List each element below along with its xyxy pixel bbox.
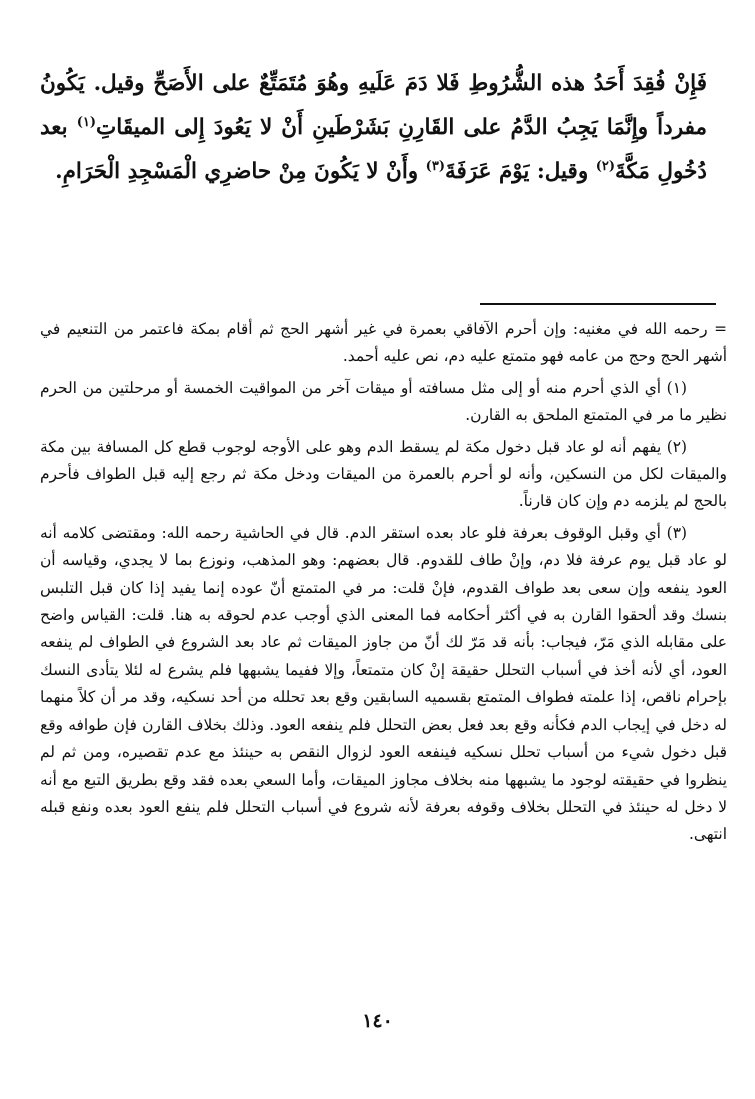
main-text	[40, 62, 707, 194]
main-text-part-1: فَإِنْ فُقِدَ أَحَدُ هذه الشُّرُوطِ فَلا دَمَ عَلَيهِ وهُوَ مُتَمَتِّعٌ على الأَصَحِّ وقيل. يَكُونُ مفرداً وإِنَّمَا يَجِبُ الدَّمُ على القَارِنِ بَشَرْطَينِ أَنْ لا يَعُودَ إِلى الميقَاتِ	[40, 71, 707, 140]
main-text-part-3: وقيل: يَوْمَ عَرَفَةَ	[444, 159, 596, 184]
footnote-marker-1: (١)	[76, 114, 97, 130]
footnote-marker-2: (٢)	[595, 158, 615, 174]
footnote-3: (٣) أي وقبل الوقوف بعرفة فلو عاد بعده استقر الدم. قال في الحاشية رحمه الله: ومقتضى كلامه أنه لو عاد قبل يوم عرفة فلا دم، وإنْ طاف للقدوم. قال بعضهم: وهو المذهب، ونوزع بما لا يجدي، وقياسه أن العود ينفعه وإن سعى بعد طواف القدوم، فإنْ قلت: مر في المتمتع أنّ عوده إنما يفيد إذا كان قبل التلبس بنسك وقد ألحقوا القارن به في أكثر أحكامه فما المعنى الذي أوجب عدم لحوقه به هنا. قلت: القياس واضح على مقابله الذي مَرّ، فيجاب: بأنه قد مَرّ لك أنّ من جاوز الميقات ثم عاد بعد الشروع في الطواف لم ينفعه العود، أي لأنه أخذ في أسباب التحلل حقيقة إنْ كان متمتعاً، وإلا ففيما يشبهها فلم يشرع له لئلا يتأدى النسك بإحرام ناقص، إذا علمته فطواف المتمتع بقسميه السابقين وقع بعد تحلله من أحد نسكيه، وقد مر أن كلاً منهما له دخل في إيجاب الدم فكأنه وقع بعد فعل بعض التحلل فلم ينفعه العود. وذلك بخلاف القارن فإن طوافه وقع قبل دخول شيء من أسباب تحلل نسكيه فينفعه العود لزوال النقص به حينئذ مع عدم تقصيره، ومن ثم لم ينظروا في حقيقته لوجود ما يشبهها منه بخلاف مجاوز الميقات، وأما السعي بعده فقد وقع بطريق التبع مع أنه لا دخل له حينئذ في التحلل بخلاف وقوفه بعرفة لأنه شروع في أسباب التحلل فلم ينفع العود بعده ونفع قبله انتهى.	[40, 523, 727, 844]
main-paragraph	[40, 62, 707, 194]
footnote-2: (٢) يفهم أنه لو عاد قبل دخول مكة لم يسقط الدم وهو على الأوجه لوجوب قطع كل المسافة بين مكة والميقات لكل من النسكين، وأنه لو أحرم بالعمرة من الميقات ودخل مكة ثم رجع إليه قبل الطواف فأحرم بالحج لم يلزمه دم وإن كان قارناً.	[40, 437, 727, 511]
page-number: ١٤٠	[362, 1010, 393, 1032]
footnote-separator	[480, 303, 716, 305]
footnote-continuation: = رحمه الله في مغنيه: وإن أحرم الآفاقي بعمرة في غير أشهر الحج ثم أقام بمكة فاعتمر من التنعيم في أشهر الحج وحج من عامه فهو متمتع عليه دم، نص عليه أحمد.	[40, 320, 727, 366]
footnotes	[40, 316, 727, 853]
main-text-part-4: وأَنْ لا يَكُونَ مِنْ حاضرِي الْمَسْجِدِ الْحَرَامِ.	[55, 159, 426, 184]
footnote-1: (١) أي الذي أحرم منه أو إلى مثل مسافته أو ميقات آخر من المواقيت الخمسة أو مرحلتين من الحرم نظير ما مر في المتمتع الملحق به القارن.	[40, 378, 727, 425]
footnote-marker-3: (٣)	[425, 158, 445, 174]
main-text-part-2: بعد دُخُولِ مَكَّةَ	[40, 115, 707, 184]
